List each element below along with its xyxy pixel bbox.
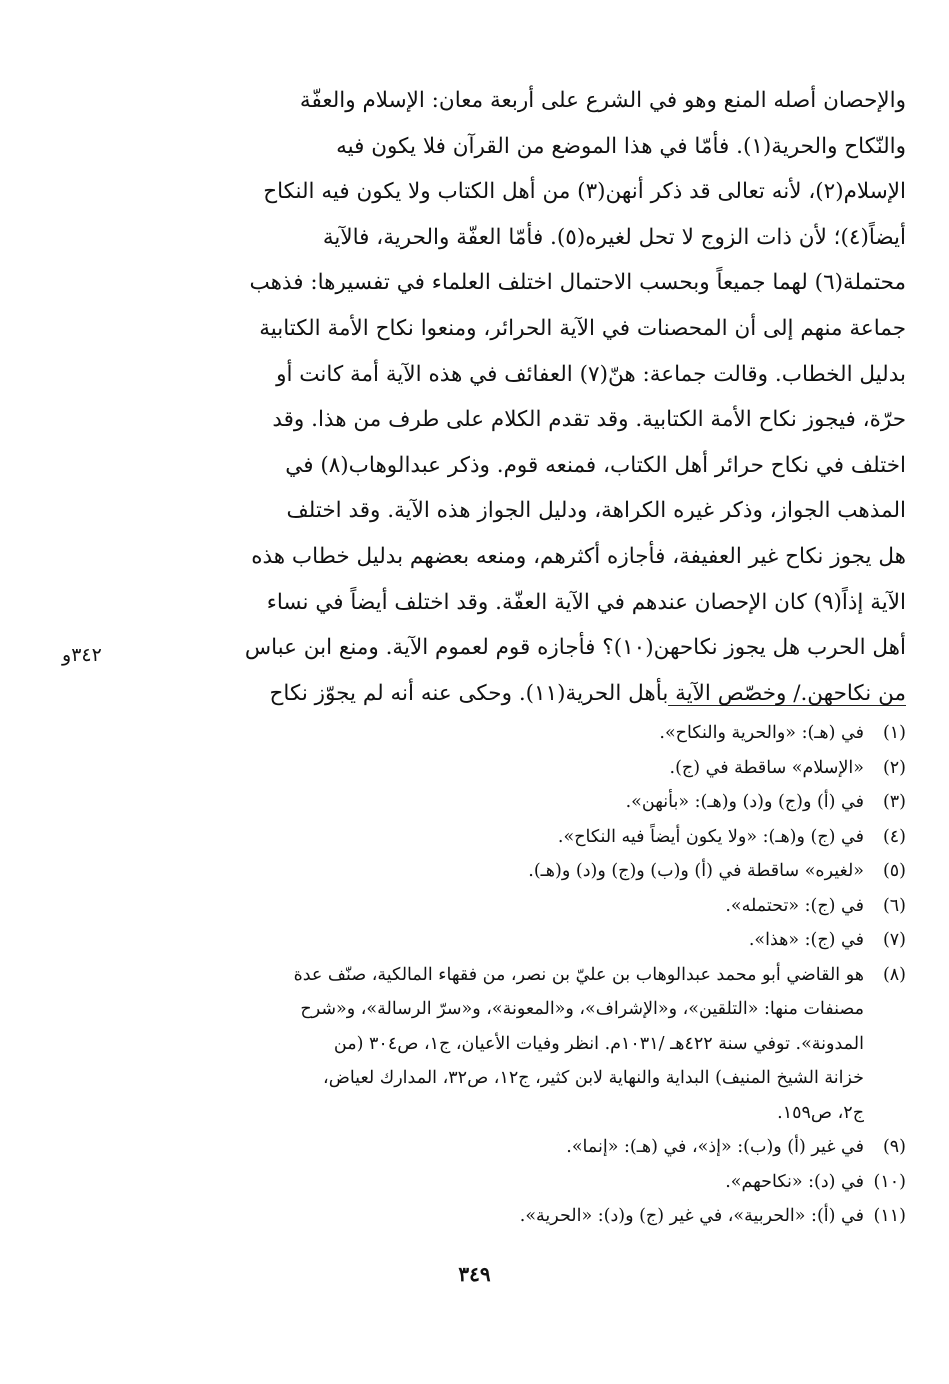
text-line: الآية إذاً(٩) كان الإحصان عندهم في الآية العفّة. وقد اختلف أيضاً في نساء — [266, 589, 906, 615]
footnote-text: خزانة الشيخ المنيف) البداية والنهاية لابن كثير، ج١٢، ص٣٢، المدارك لعياض، — [323, 1068, 864, 1088]
text-line: بدليل الخطاب. وقالت جماعة: هنّ(٧) العفائف في هذه الآية أمة كانت أو — [276, 361, 906, 387]
footnote — [154, 751, 906, 786]
footnote-text: في (ج): «هذا». — [748, 930, 864, 950]
footnote — [154, 889, 906, 924]
page-number: ٣٤٩ — [458, 1262, 491, 1286]
footnote — [154, 1130, 906, 1165]
footnote-number: (٦) — [882, 895, 906, 916]
text-line: حرّة، فيجوز نكاح الأمة الكتابية. وقد تقدم الكلام على طرف من هذا. وقد — [272, 407, 906, 433]
text-line: والنّكاح والحرية(١). فأمّا في هذا الموضع من القرآن فلا يكون فيه — [336, 133, 906, 159]
main-text — [154, 78, 906, 716]
text-line: اختلف في نكاح حرائر أهل الكتاب، فمنعه قوم. وذكر عبدالوهاب(٨) في — [285, 452, 906, 478]
footnote-text: المدونة». توفي سنة ٤٢٢هـ /١٠٣١م. انظر وفيات الأعيان، ج١، ص٣٠٤ (من — [333, 1033, 864, 1054]
manuscript-folio-note: ٣٤٢و — [62, 644, 102, 666]
footnote-text: «لغيره» ساقطة في (أ) و(ب) و(ج) و(د) و(هـ). — [528, 861, 864, 881]
footnote-text: «الإسلام» ساقطة في (ج). — [669, 757, 864, 778]
text-line: الإسلام(٢)، لأنه تعالى قد ذكر أنهن(٣) من أهل الكتاب ولا يكون فيه النكاح — [263, 179, 906, 205]
footnote — [154, 923, 906, 958]
text-line: أهل الحرب هل يجوز نكاحهن(١٠)؟ فأجازه قوم لعموم الآية. ومنع ابن عباس — [244, 635, 906, 661]
footnote-number: (٤) — [882, 826, 906, 847]
footnote — [154, 1165, 906, 1200]
text-line: محتملة(٦) لهما جميعاً وبحسب الاحتمال اختلف العلماء في تفسيرها: فذهب — [249, 270, 906, 296]
footnote-number: (٥) — [882, 861, 906, 881]
footnote-text: في (ج) و(هـ): «ولا يكون أيضاً فيه النكاح». — [557, 826, 864, 847]
footnote — [154, 785, 906, 820]
footnote-number: (١٠) — [873, 1171, 906, 1192]
footnote-number: (١) — [882, 723, 906, 743]
footnote-text: في (أ) و(ج) و(د) و(هـ): «بأنهن». — [625, 792, 864, 812]
footnote-number: (٢) — [882, 757, 906, 778]
footnote-text: في غير (أ) و(ب): «إذ»، في (هـ): «إنما». — [566, 1137, 864, 1157]
text-line: المذهب الجواز، وذكر غيره الكراهة، ودليل الجواز هذه الآية. وقد اختلف — [286, 498, 906, 524]
text-line: جماعة منهم إلى أن المحصنات في الآية الحرائر، ومنعوا نكاح الأمة الكتابية — [259, 315, 906, 341]
text-line: والإحصان أصله المنع وهو في الشرع على أربعة معان: الإسلام والعفّة — [299, 88, 906, 113]
footnote-text: مصنفات منها: «التلقين»، و«الإشراف»، و«المعونة»، و«سرّ الرسالة»، و«شرح — [300, 999, 864, 1019]
footnote — [154, 854, 906, 889]
footnote — [154, 716, 906, 751]
footnote-number: (٩) — [882, 1137, 906, 1157]
footnote-text: في (هـ): «والحرية والنكاح». — [659, 723, 864, 743]
footnote-text: ج٢، ص١٥٩. — [777, 1102, 864, 1123]
footnote-number: (٨) — [882, 964, 906, 985]
footnotes — [154, 716, 906, 1234]
text-line: أيضاً(٤)؛ لأن ذات الزوج لا تحل لغيره(٥). فأمّا العفّة والحرية، فالآية — [322, 224, 906, 250]
footnote-number: (٣) — [882, 792, 906, 812]
footnote — [154, 1199, 906, 1234]
footnote-text: في (ج): «تحتمله». — [725, 895, 864, 916]
footnote-text: في (د): «نكاحهم». — [725, 1171, 864, 1192]
footnote — [154, 958, 906, 1131]
text-line: هل يجوز نكاح غير العفيفة، فأجازه أكثرهم، ومنعه بعضهم بدليل خطاب هذه — [251, 543, 906, 569]
footnote-text: في (أ): «الحربية»، في غير (ج) و(د): «الحرية». — [519, 1206, 864, 1226]
footnote-number: (٧) — [882, 930, 906, 950]
footnote-text: هو القاضي أبو محمد عبدالوهاب بن عليّ بن نصر، من فقهاء المالكية، صنّف عدة — [293, 964, 864, 985]
text-line: من نكاحهن./ وخصّص الآية بأهل الحرية(١١). وحكى عنه أنه لم يجوّز نكاح — [269, 680, 906, 706]
footnote-separator — [668, 705, 906, 706]
footnote-number: (١١) — [873, 1206, 906, 1226]
footnote — [154, 820, 906, 855]
